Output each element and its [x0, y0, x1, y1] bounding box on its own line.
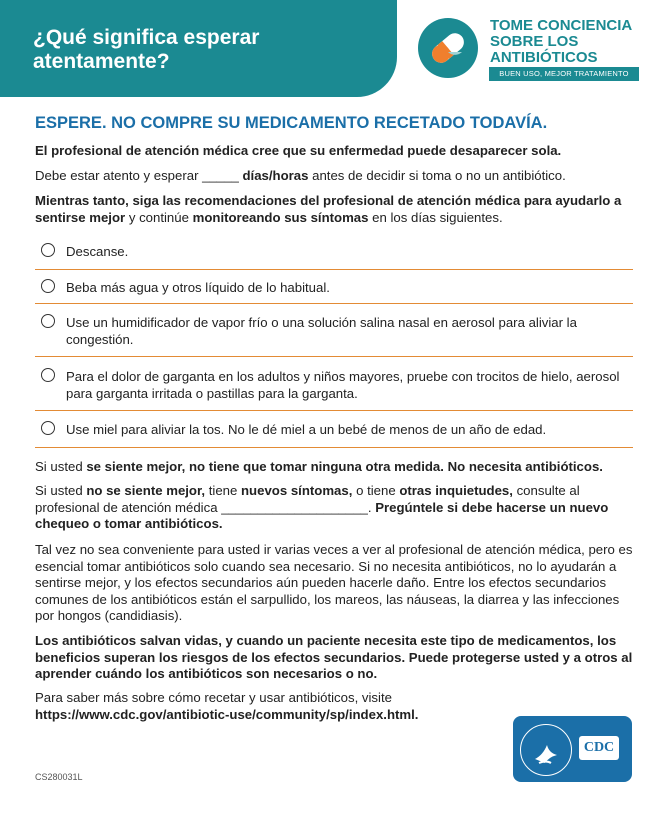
save-lives-text: Los antibióticos salvan vidas, y cuando un paciente necesita este tipo de medicamentos, los beneficios superan los riesgos de los efectos secundarios. Puede protegerse usted y a otros al aprender cuándo los antibióticos son necesarios o no.: [35, 633, 633, 681]
list-item: Use un humidificador de vapor frío o una solución salina nasal en aerosol para aliviar la congestión.: [35, 304, 633, 357]
meanwhile-text: Mientras tanto, siga las recomendaciones del profesional de atención médica para ayudarlo a sentirse mejor y continúe monitoreando sus síntomas en los días siguientes.: [35, 193, 622, 225]
campaign-logo: [418, 18, 643, 82]
radio-circle-icon[interactable]: [41, 314, 55, 328]
radio-circle-icon[interactable]: [41, 279, 55, 293]
list-item: Use miel para aliviar la tos. No le dé miel a un bebé de menos de un año de edad.: [35, 411, 633, 448]
feel-better-text: Si usted se siente mejor, no tiene que tomar ninguna otra medida. No necesita antibióticos.: [35, 459, 603, 474]
radio-circle-icon[interactable]: [41, 368, 55, 382]
not-better-text: Si usted no se siente mejor, tiene nuevos síntomas, o tiene otras inquietudes, consulte al profesional de atención médica ____________________. Pregúntele si debe hacerse un nuevo chequeo o tomar antibióticos.: [35, 483, 609, 531]
wait-text: Debe estar atento y esperar _____ días/horas antes de decidir si toma o no un antibiótico.: [35, 168, 566, 183]
radio-circle-icon[interactable]: [41, 243, 55, 257]
cdc-link[interactable]: https://www.cdc.gov/antibiotic-use/community/sp/index.html: [35, 706, 415, 722]
intro-text: El profesional de atención médica cree que su enfermedad puede desaparecer sola.: [35, 143, 562, 158]
logo-title: TOME CONCIENCIA SOBRE LOS ANTIBIÓTICOS: [490, 17, 633, 66]
antibiotic-capsule-icon: [418, 18, 478, 78]
learn-more-text: Para saber más sobre cómo recetar y usar antibióticos, visite https://www.cdc.gov/antibiotic-use/community/sp/index.html.: [35, 690, 419, 722]
radio-circle-icon[interactable]: [41, 421, 55, 435]
list-item: Descanse.: [35, 235, 633, 270]
document-code: CS280031L: [35, 772, 83, 782]
inconvenient-text: Tal vez no sea conveniente para usted ir varias veces a ver al profesional de atención médica, pero es esencial tomar antibióticos solo cuando sea necesario. Si no necesita antibióticos, no lo ayudarán a sentirse mejor, y los efectos secundarios aún pueden hacerle daño. Entre los efectos secundarios comunes de los antibióticos están el sarpullido, los mareos, las náuseas, la diarrea y las infecciones por hongos (candidiasis).: [35, 542, 633, 623]
hhs-eagle-seal-icon: [520, 724, 572, 776]
logo-tagline: BUEN USO, MEJOR TRATAMIENTO: [489, 67, 639, 81]
section-heading: ESPERE. NO COMPRE SU MEDICAMENTO RECETADO TODAVÍA.: [35, 114, 548, 132]
cdc-logo: [513, 716, 632, 782]
recommendation-list: [35, 235, 633, 448]
page-title: ¿Qué significa esperar atentamente?: [33, 26, 260, 73]
cdc-wordmark: CDC: [579, 736, 619, 760]
list-item: Para el dolor de garganta en los adultos y niños mayores, pruebe con trocitos de hielo, aerosol para garganta irritada o pastillas para la garganta.: [35, 357, 633, 411]
list-item: Beba más agua y otros líquido de lo habitual.: [35, 270, 633, 305]
